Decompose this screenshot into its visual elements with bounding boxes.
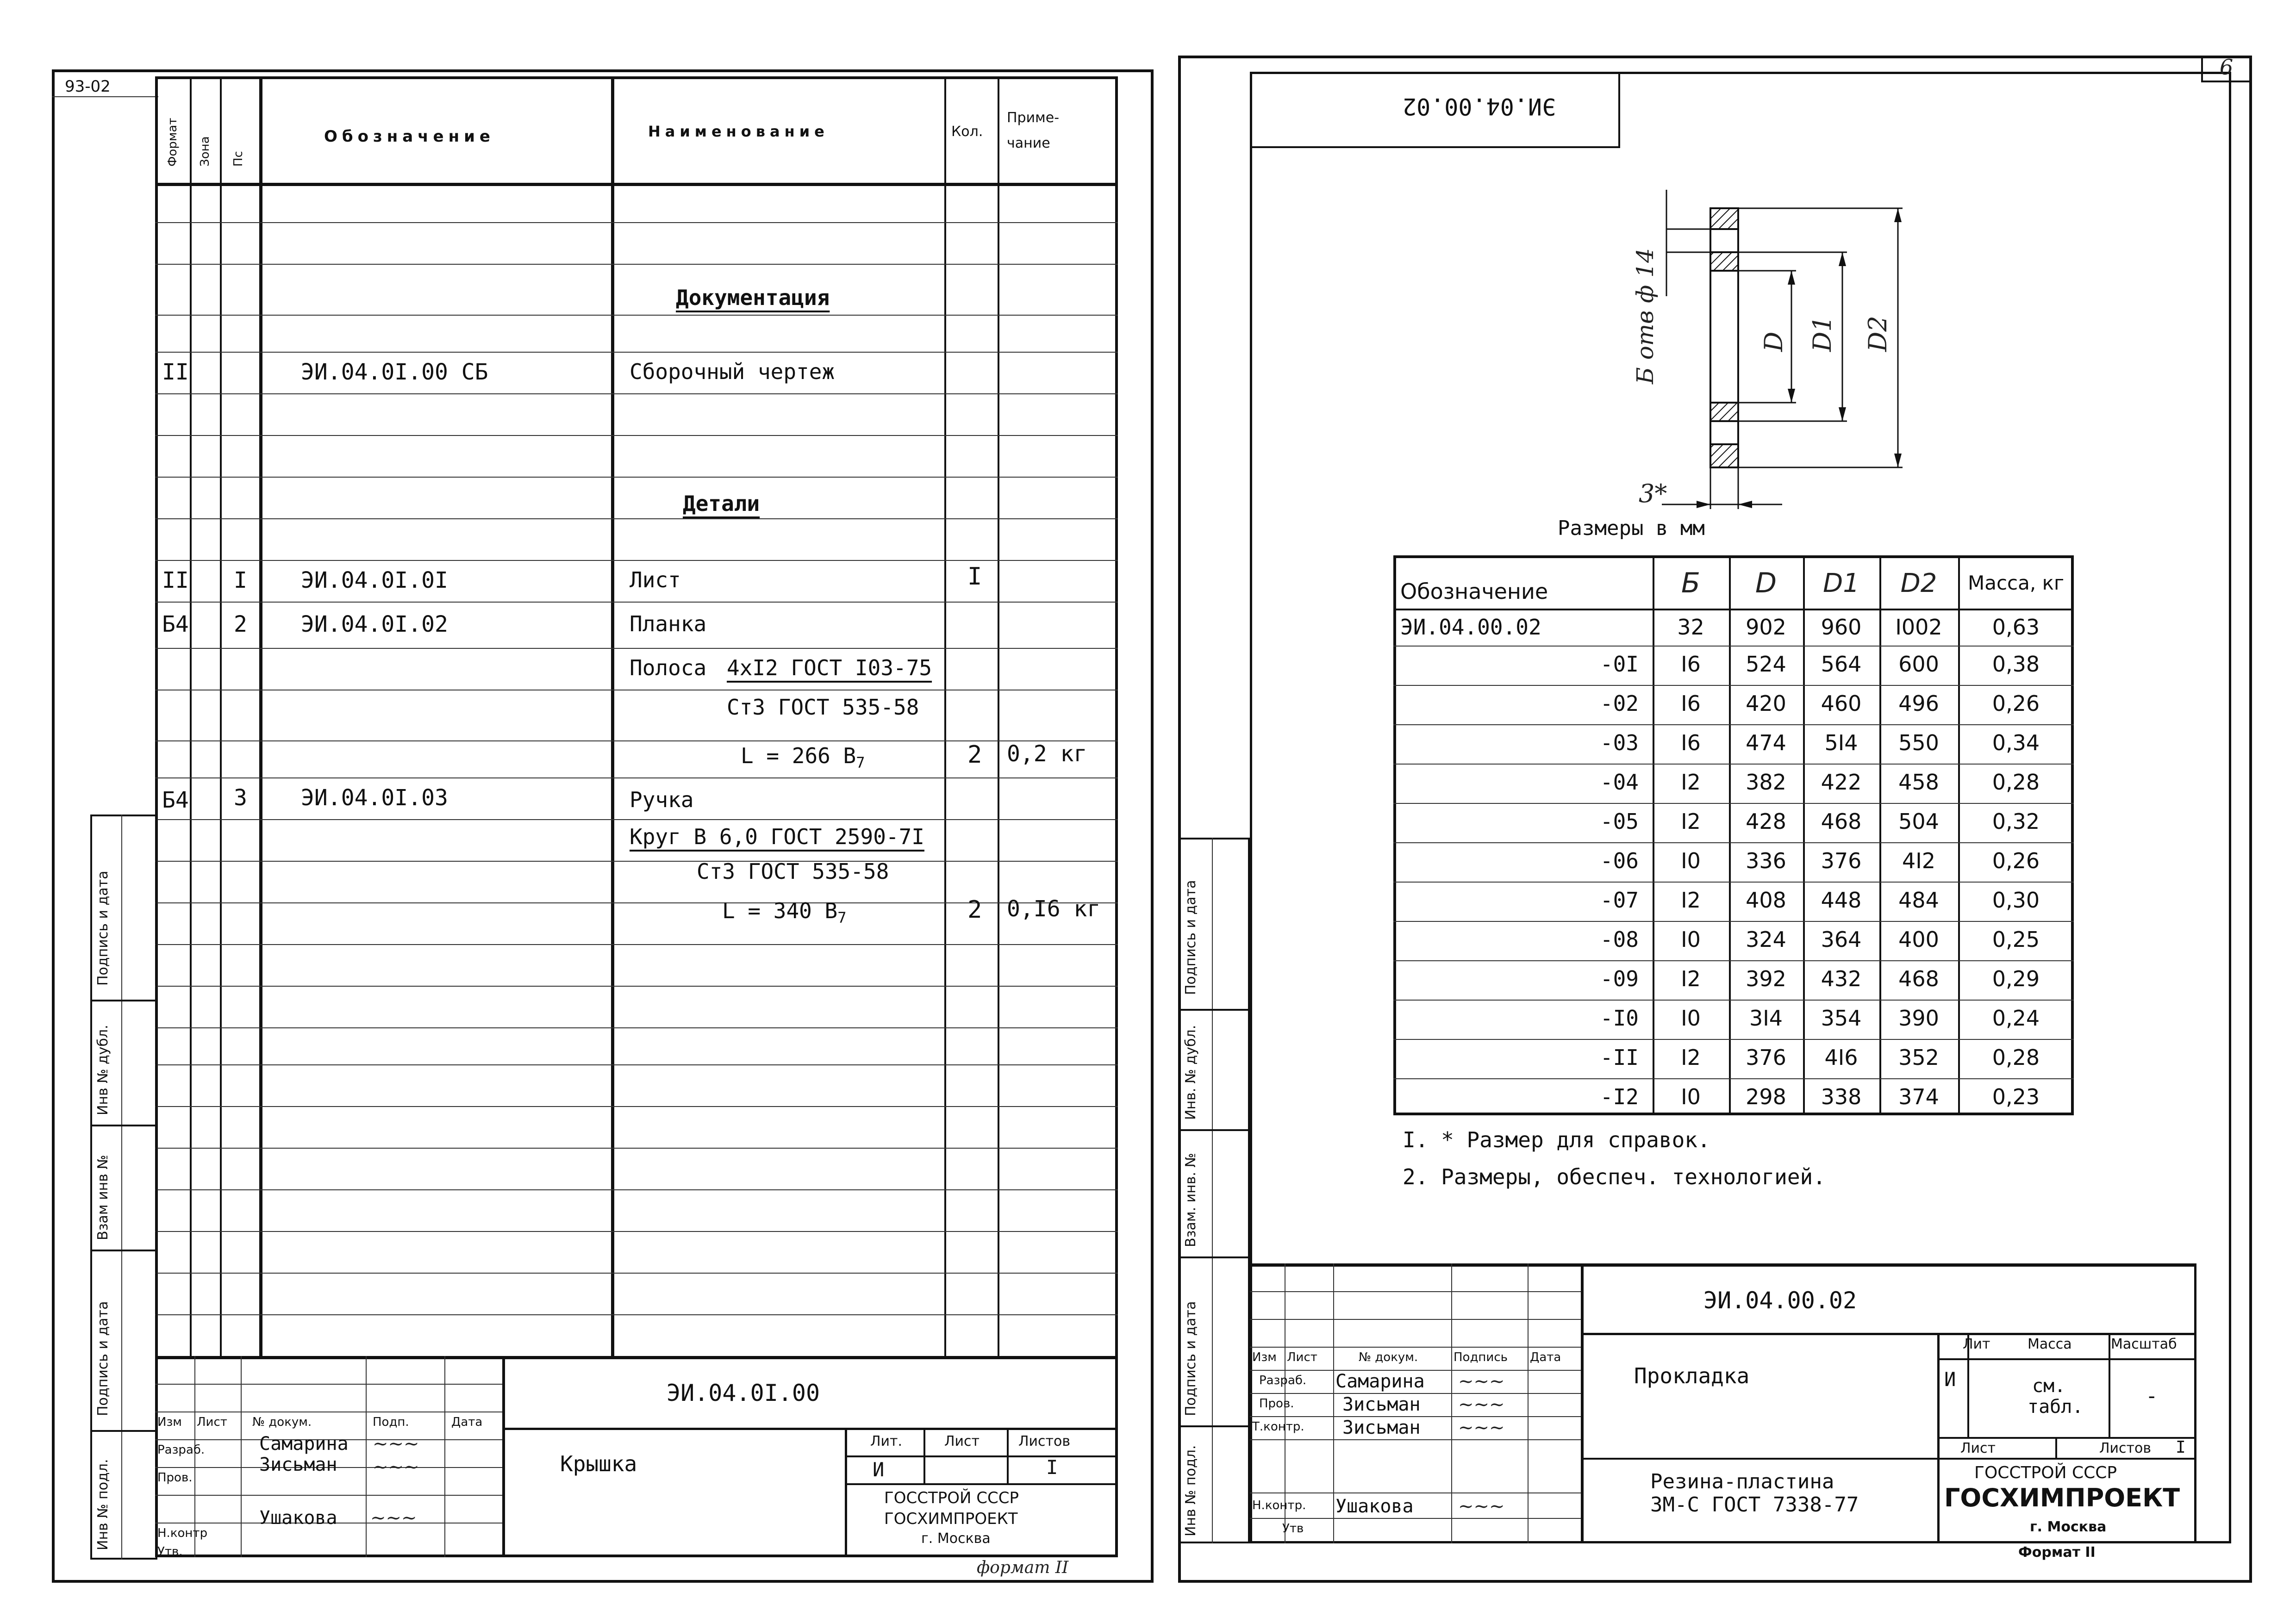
rt-signature-1: ~~~	[1458, 1371, 1505, 1392]
hole-note: Б отв ф 14	[1632, 248, 1659, 384]
left-sheet-code: 93-02	[65, 77, 111, 96]
dim-d2-label: D2	[1863, 316, 1892, 352]
row1-format: II	[162, 567, 189, 593]
table-cell: I6	[1681, 652, 1701, 677]
rt-code: ЭИ.04.00.02	[1703, 1287, 1857, 1314]
lt-name-3: Ушакова	[259, 1507, 337, 1529]
note-2: 2. Размеры, обеспеч. технологией.	[1403, 1164, 1826, 1189]
table-cell: 0,28	[1992, 1045, 2040, 1070]
table-cell: 0,32	[1992, 809, 2040, 834]
table-cell: I2	[1681, 966, 1701, 991]
row2-length	[741, 745, 865, 770]
rt-massa: Масса	[2028, 1336, 2072, 1352]
lt-col-date: Дата	[451, 1415, 483, 1429]
table-cell: 364	[1821, 927, 1862, 952]
table-cell-designation: -07	[1600, 888, 1639, 913]
doc-name: Сборочный чертеж	[630, 359, 835, 384]
row3-material-2: Ст3 ГОСТ 535-58	[697, 859, 889, 884]
rt-col-date: Дата	[1530, 1350, 1561, 1364]
row3-code: ЭИ.04.0I.03	[301, 785, 448, 811]
row3-note: 0,I6 кг	[1007, 896, 1101, 922]
lt-col-sign: Подп.	[373, 1415, 409, 1429]
rt-signature-2: ~~~	[1458, 1394, 1505, 1415]
row2-note: 0,2 кг	[1007, 741, 1087, 767]
left-side-label-4: Подпись и дата	[95, 1301, 111, 1416]
right-side-label-4: Подпись и дата	[1183, 1301, 1199, 1416]
rt-massa-value-2: табл.	[2028, 1396, 2084, 1418]
table-cell: 484	[1898, 888, 1939, 913]
lt-org-2: ГОСХИМПРОЕКТ	[884, 1510, 1018, 1528]
table-cell: 550	[1898, 730, 1939, 755]
rt-list: Лист	[1960, 1440, 1996, 1456]
table-cell: 458	[1898, 770, 1939, 795]
row3-qty: 2	[967, 896, 982, 924]
col-header-pos: Пс	[231, 151, 245, 167]
row3-material-1: Круг В 6,0 ГОСТ 2590-7I	[630, 824, 924, 849]
table-cell: 428	[1746, 809, 1786, 834]
row1-code: ЭИ.04.0I.0I	[301, 567, 448, 593]
col-header-format: Формат	[166, 118, 180, 167]
right-side-label-1: Подпись и дата	[1183, 880, 1199, 995]
note-1: I. * Размер для справок.	[1403, 1127, 1710, 1152]
table-cell-designation: -08	[1600, 927, 1639, 952]
right-format-label: Формат II	[2018, 1544, 2096, 1561]
row2-qty: 2	[967, 741, 982, 769]
table-cell: 0,34	[1992, 730, 2040, 755]
table-cell: 324	[1746, 927, 1786, 952]
rt-razrab: Разраб.	[1259, 1374, 1307, 1387]
table-cell: 0,63	[1992, 615, 2040, 640]
table-cell: 3I4	[1749, 1006, 1783, 1031]
table-header-d: D	[1755, 567, 1777, 599]
table-cell-designation: -05	[1600, 809, 1639, 834]
rt-lit-value: И	[1944, 1368, 1956, 1391]
rt-org-2: ГОСХИМПРОЕКТ	[1944, 1483, 2180, 1512]
table-cell: I0	[1681, 1084, 1701, 1109]
left-side-label-3: Взам инв №	[95, 1155, 111, 1240]
table-cell-designation: -I2	[1600, 1084, 1639, 1109]
rt-masshtab-value: -	[2146, 1384, 2158, 1408]
section-details: Детали	[683, 491, 760, 516]
table-cell: 504	[1898, 809, 1939, 834]
lt-lit-value: И	[873, 1458, 885, 1481]
row2-pos: 2	[234, 611, 247, 637]
col-header-qty: Кол.	[951, 124, 983, 140]
rt-name-4: Ушакова	[1335, 1496, 1414, 1517]
table-header-designation: Обозначение	[1400, 579, 1548, 604]
table-header-b: Б	[1681, 567, 1701, 599]
table-cell: I6	[1681, 730, 1701, 755]
table-cell: 5I4	[1824, 730, 1858, 755]
lt-col-list: Лист	[197, 1415, 227, 1429]
lt-col-doc: № докум.	[252, 1415, 312, 1429]
spec-frame	[155, 76, 1118, 1557]
dim-d1-label: D1	[1808, 316, 1837, 352]
rt-nkontr: Н.контр.	[1252, 1499, 1306, 1512]
doc-format: II	[162, 359, 189, 385]
table-cell: 0,28	[1992, 770, 2040, 795]
lt-name-1: Самарина	[259, 1433, 349, 1455]
rt-col-izm: Изм	[1252, 1350, 1277, 1364]
col-header-note-2: чание	[1007, 135, 1050, 151]
table-cell: 376	[1821, 848, 1862, 873]
table-cell: 382	[1746, 770, 1786, 795]
table-cell: 0,26	[1992, 848, 2040, 873]
table-cell: 0,30	[1992, 888, 2040, 913]
lt-signature-2: ~~~	[373, 1456, 419, 1478]
lt-signature-3: ~~~	[370, 1507, 417, 1529]
table-cell: I0	[1681, 1006, 1701, 1031]
table-cell: 960	[1821, 615, 1862, 640]
table-cell: 392	[1746, 966, 1786, 991]
right-page-number: 6	[2220, 55, 2234, 80]
rt-name-3: Зисьман	[1342, 1417, 1421, 1438]
table-cell-designation: -II	[1600, 1045, 1639, 1070]
lt-utv: Утв.	[157, 1545, 183, 1559]
rt-material-1: Резина-пластина	[1650, 1470, 1834, 1493]
row1-qty: I	[967, 563, 982, 591]
table-cell: 902	[1746, 615, 1786, 640]
lt-signature-1: ~~~	[373, 1433, 419, 1455]
table-header-d1: D1	[1823, 568, 1859, 598]
table-cell: 0,24	[1992, 1006, 2040, 1031]
table-cell-designation: -09	[1600, 966, 1639, 991]
table-cell: 0,23	[1992, 1084, 2040, 1109]
col-header-note-1: Приме-	[1007, 110, 1060, 126]
right-side-label-2: Инв. № дубл.	[1183, 1025, 1199, 1120]
rt-listov-value: I	[2176, 1438, 2186, 1457]
rt-prov: Пров.	[1259, 1397, 1294, 1411]
table-cell: 600	[1898, 652, 1939, 677]
row1-pos: I	[234, 567, 247, 593]
table-cell: 354	[1821, 1006, 1862, 1031]
table-cell-designation: -06	[1600, 848, 1639, 873]
table-cell: 4I2	[1902, 848, 1936, 873]
table-cell: 448	[1821, 888, 1862, 913]
row2-material-1a: Полоса	[630, 655, 707, 680]
table-cell: I6	[1681, 691, 1701, 716]
left-side-label-5: Инв № подл.	[95, 1459, 111, 1550]
left-side-label-2: Инв № дубл.	[95, 1025, 111, 1115]
lt-prov: Пров.	[157, 1471, 193, 1485]
rt-listov: Листов	[2099, 1440, 2152, 1456]
lt-list: Лист	[944, 1433, 980, 1449]
units-label: Размеры в мм	[1558, 516, 1705, 540]
rt-name-2: Зисьман	[1342, 1394, 1421, 1415]
row2-length-sub: 7	[856, 754, 865, 772]
table-cell: I2	[1681, 770, 1701, 795]
dim-d-label: D	[1759, 331, 1788, 352]
row3-length-sub: 7	[837, 909, 847, 927]
col-header-designation: Обозначение	[324, 127, 495, 146]
table-cell: I2	[1681, 888, 1701, 913]
table-header-mass: Масса, кг	[1967, 571, 2065, 594]
row2-material-1b: 4xI2 ГОСТ I03-75	[727, 655, 932, 680]
rt-col-sign: Подпись	[1454, 1350, 1508, 1364]
right-side-label-5: Инв № подл.	[1183, 1445, 1199, 1536]
table-cell-designation: -0I	[1600, 652, 1639, 677]
table-cell: 400	[1898, 927, 1939, 952]
lt-title: Крышка	[560, 1451, 637, 1476]
table-cell: 564	[1821, 652, 1862, 677]
table-cell: 422	[1821, 770, 1862, 795]
row2-length-value: L = 266 В	[741, 743, 856, 768]
row3-length	[722, 900, 847, 925]
row2-material-2: Ст3 ГОСТ 535-58	[727, 695, 919, 720]
row2-format: Б4	[162, 611, 189, 637]
col-header-zone: Зона	[198, 136, 212, 167]
table-cell: 0,25	[1992, 927, 2040, 952]
rt-name-1: Самарина	[1335, 1371, 1425, 1392]
table-cell: 336	[1746, 848, 1786, 873]
table-cell: 474	[1746, 730, 1786, 755]
row3-pos: 3	[234, 785, 247, 811]
rt-tkontr: Т.контр.	[1252, 1420, 1304, 1434]
table-cell: I0	[1681, 848, 1701, 873]
table-cell: 460	[1821, 691, 1862, 716]
right-side-label-3: Взам. инв. №	[1183, 1153, 1199, 1247]
section-documentation: Документация	[676, 285, 830, 310]
row3-length-value: L = 340 В	[722, 898, 838, 923]
table-cell: 468	[1898, 966, 1939, 991]
table-cell-designation: -02	[1600, 691, 1639, 716]
table-cell-designation: -03	[1600, 730, 1639, 755]
table-cell: I0	[1681, 927, 1701, 952]
table-cell: 0,26	[1992, 691, 2040, 716]
rt-signature-3: ~~~	[1458, 1417, 1505, 1438]
rt-org-3: г. Москва	[2030, 1519, 2107, 1535]
row1-name: Лист	[630, 567, 681, 592]
row2-code: ЭИ.04.0I.02	[301, 611, 448, 637]
table-cell: 374	[1898, 1084, 1939, 1109]
rt-material-2: 3М-С ГОСТ 7338-77	[1650, 1493, 1859, 1517]
row3-name: Ручка	[630, 787, 694, 812]
table-cell: I2	[1681, 1045, 1701, 1070]
table-cell: 524	[1746, 652, 1786, 677]
rt-utv: Утв	[1282, 1522, 1304, 1536]
col-header-name: Наименование	[648, 123, 829, 140]
row3-format: Б4	[162, 787, 189, 813]
table-cell: 338	[1821, 1084, 1862, 1109]
table-cell: I002	[1895, 615, 1942, 640]
table-cell: 376	[1746, 1045, 1786, 1070]
lt-lit: Лит.	[870, 1433, 903, 1449]
table-cell: 0,29	[1992, 966, 2040, 991]
table-cell: I2	[1681, 809, 1701, 834]
table-cell: 496	[1898, 691, 1939, 716]
lt-code: ЭИ.04.0I.00	[667, 1380, 820, 1406]
left-side-label-1: Подпись и дата	[95, 871, 111, 986]
table-cell: 468	[1821, 809, 1862, 834]
table-cell: 408	[1746, 888, 1786, 913]
rt-col-list: Лист	[1287, 1350, 1317, 1364]
row2-name: Планка	[630, 611, 707, 636]
lt-razrab: Разраб.	[157, 1443, 205, 1457]
mirror-code: ЭИ.04.00.02	[1403, 93, 1556, 120]
table-cell: 32	[1677, 615, 1704, 640]
rt-masshtab: Масштаб	[2111, 1336, 2177, 1352]
lt-col-izm: Изм	[157, 1415, 182, 1429]
lt-org-1: ГОССТРОЙ СССР	[884, 1489, 1019, 1507]
table-cell: 0,38	[1992, 652, 2040, 677]
lt-name-2: Зисьман	[259, 1454, 337, 1475]
lt-nkontr: Н.контр	[157, 1526, 208, 1540]
rt-title: Прокладка	[1634, 1363, 1750, 1388]
table-cell-designation: -I0	[1600, 1006, 1639, 1031]
table-cell: 420	[1746, 691, 1786, 716]
rt-signature-4: ~~~	[1458, 1496, 1505, 1517]
left-format-label: формат II	[977, 1558, 1069, 1577]
table-cell: 4I6	[1824, 1045, 1858, 1070]
table-cell: 432	[1821, 966, 1862, 991]
lt-listov: Листов	[1018, 1433, 1071, 1449]
rt-lit: Лит	[1963, 1336, 1990, 1352]
table-cell-designation: ЭИ.04.00.02	[1400, 615, 1541, 640]
doc-code: ЭИ.04.0I.00 СБ	[301, 359, 488, 385]
rt-org-1: ГОССТРОЙ СССР	[1974, 1463, 2117, 1482]
lt-listov-value: I	[1046, 1456, 1058, 1479]
table-cell: 298	[1746, 1084, 1786, 1109]
rt-col-doc: № докум.	[1359, 1350, 1418, 1364]
thickness-label: 3*	[1639, 479, 1667, 508]
table-cell: 352	[1898, 1045, 1939, 1070]
table-cell: 390	[1898, 1006, 1939, 1031]
table-header-d2: D2	[1900, 568, 1937, 598]
lt-org-3: г. Москва	[921, 1530, 991, 1547]
rt-massa-value-1: см.	[2032, 1375, 2066, 1397]
table-cell-designation: -04	[1600, 770, 1639, 795]
